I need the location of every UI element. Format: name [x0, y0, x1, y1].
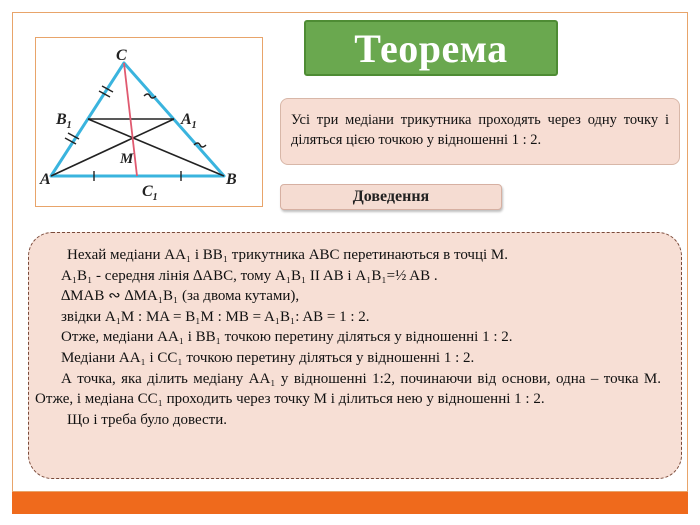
- proof-heading: Доведення: [280, 184, 502, 210]
- triangle-diagram: [36, 38, 264, 208]
- label-c: C: [116, 47, 127, 64]
- proof-line-4: звідки A₁M : MA = B₁M : MB = A₁B₁: AB = 1 : 2.: [61, 308, 370, 325]
- proof-line-7: А точка, яка ділить медіану AA₁ у відношенні 1:2, починаючи від основи, одна – точка М. Отже, і медіана CC₁ проходить через точку М і ділиться нею у відношенні 1 : 2.: [35, 370, 661, 408]
- title-banner: [304, 20, 558, 76]
- proof-line-5: Отже, медіани AA₁ і BB₁ точкою перетину діляться у відношенні 1 : 2.: [61, 329, 513, 346]
- proof-panel: [28, 232, 682, 479]
- proof-line-6: Медіани AA₁ і CC₁ точкою перетину діляться у відношенні 1 : 2.: [61, 349, 475, 366]
- label-a: A: [40, 171, 51, 188]
- label-a1: $A_1$: [181, 111, 197, 131]
- triangle-figure: [35, 37, 263, 207]
- theorem-statement: Усі три медіани трикутника проходять через одну точку і діляться цією точкою у відношенні 1 : 2.: [280, 98, 680, 165]
- label-c1: $C_1$: [142, 183, 158, 203]
- proof-line-1: Нехай медіани AA₁ і BB₁ трикутника ABC перетинаються в точці M.: [67, 247, 509, 263]
- label-b: B: [226, 171, 237, 188]
- proof-line-8: Що і треба було довести.: [67, 411, 228, 428]
- proof-line-2: A₁B₁ - середня лінія ∆ABC, тому A₁B₁ II AB і A₁B₁=½ AB .: [61, 267, 438, 284]
- bottom-bar: [12, 492, 688, 514]
- proof-line-3: ∆MAB ∾ ∆MA₁B₁ (за двома кутами),: [61, 288, 300, 305]
- slide-title: Теорема: [354, 25, 508, 71]
- label-b1: $B_1$: [56, 111, 72, 131]
- label-m: M: [120, 151, 134, 167]
